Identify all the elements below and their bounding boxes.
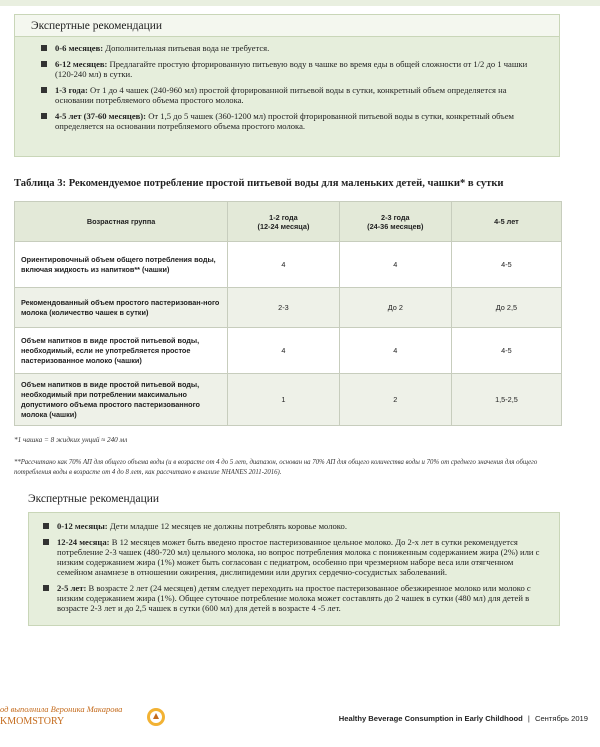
brand-logo-icon [146, 707, 166, 727]
table-cell: 2-3 [228, 288, 340, 328]
col-header-4-5: 4-5 лет [451, 202, 561, 242]
table-cell: 4 [339, 328, 451, 374]
rec-item [41, 111, 545, 131]
bullet-square-icon [41, 87, 47, 93]
rec-item-text: В 12 месяцев может быть введено простое пастеризованное цельное молоко. До 2-х лет в сутки рекомендуется потребление 2-3 чашек (480-720 мл) цельного молока, но вопрос потребления молока с пониженным содержанием жира (2%) или с низким содержанием жира (1%) может быть согласован с педиатром, особенно при чрезмерном наборе веса или отягченном семейном анамнезе в отношении ожирения, дислипидемии или других сердечно-сосудистых заболеваний. [57, 537, 540, 577]
table-row [15, 374, 562, 426]
rec-item-age: 1-3 года: [55, 85, 88, 95]
table-cell: До 2,5 [451, 288, 561, 328]
table-row [15, 288, 562, 328]
expert-recommendations-bottom [14, 488, 560, 649]
bullet-square-icon [43, 523, 49, 529]
footer-doc-title: Healthy Beverage Consumption in Early Childhood [338, 714, 523, 723]
rec-item-text: Предлагайте простую фторированную питьевую воду в чашке во время еды в общей сложности от 1/2 до 1 чашки (120-240 мл) в сутки. [55, 59, 528, 79]
rec-item-age: 12-24 месяца: [57, 537, 110, 547]
footer-separator: | [527, 714, 530, 723]
rec-item-text: От 1 до 4 чашек (240-960 мл) простой фторированной питьевой воды в сутки, конкретный объем определяется на основании потребляемого объема простого молока. [55, 85, 507, 105]
rec-item [43, 521, 549, 531]
table-cell: 1,5-2,5 [451, 374, 561, 426]
rec-header: Экспертные рекомендации [15, 15, 559, 37]
rec-item-text: От 1,5 до 5 чашек (360-1200 мл) простой фторированной питьевой воды в сутки, конкретный объем определяется на основании потребляемого объема простого молока. [55, 111, 514, 131]
table-title: Таблица 3: Рекомендуемое потребление простой питьевой воды для маленьких детей, чашки* в сутки [14, 178, 504, 189]
rec-item [43, 537, 549, 577]
col-header-2-3: 2-3 года (24-36 месяцев) [339, 202, 451, 242]
top-strip [0, 0, 600, 6]
table-cell: 1 [228, 374, 340, 426]
expert-recommendations-top [14, 14, 560, 157]
table-row [15, 328, 562, 374]
water-intake-table [14, 201, 562, 426]
rec-item [43, 583, 549, 613]
row-label: Ориентировочный объем общего потребления воды, включая жидкость из напитков** (чашки) [15, 242, 228, 288]
bullet-square-icon [43, 539, 49, 545]
rec-list [15, 37, 559, 143]
rec-item-text: Дети младше 12 месяцев не должны потреблять коровье молоко. [107, 521, 347, 531]
table-row [15, 242, 562, 288]
rec-item-text: В возрасте 2 лет (24 месяцев) детям следует переходить на простое пастеризованное обезжиренное молоко или молоко с низким содержанием жира (1%). Общее суточное потребление молока может составлять до 2 чашек в сутки (480 мл) для детей в возрасте 2-3 лет и до 2,5 чашек в сутки (600 мл) для детей в возрасте 4 -5 лет. [57, 583, 531, 613]
table-cell: 4 [228, 328, 340, 374]
translator-credit: од выполнила Вероника Макарова [0, 704, 123, 714]
rec-item [41, 43, 545, 53]
table-cell: 4-5 [451, 242, 561, 288]
rec-item-age: 6-12 месяцев: [55, 59, 108, 69]
rec-item [41, 85, 545, 105]
rec-item-age: 2-5 лет: [57, 583, 87, 593]
bullet-square-icon [41, 113, 47, 119]
bullet-square-icon [41, 45, 47, 51]
footer-date: Сентябрь 2019 [534, 714, 588, 723]
footer-doc-info [339, 714, 588, 723]
table-cell: 4 [228, 242, 340, 288]
rec-item [41, 59, 545, 79]
row-label: Объем напитков в виде простой питьевой воды, необходимый, если не употребляется простое пастеризованное молоко (чашки) [15, 328, 228, 374]
col-header-1-2: 1-2 года (12-24 месяца) [228, 202, 340, 242]
rec-item-age: 0-12 месяцы: [57, 521, 108, 531]
table-cell: До 2 [339, 288, 451, 328]
rec-item-age: 4-5 лет (37-60 месяцев): [55, 111, 147, 121]
rec-header: Экспертные рекомендации [14, 488, 560, 509]
table-cell: 4-5 [451, 328, 561, 374]
bullet-square-icon [41, 61, 47, 67]
footnote-calc: **Рассчитано как 70% АП для общего объема воды (и в возрасте от 4 до 5 лет, диапазон, основан на 70% АП для общего количества воды и 70% от среднего значения для общего потребления воды в возрасте от 4 до 8 лет, как рассчитано в анализе NHANES 2011-2016). [14, 459, 538, 476]
rec-item-text: Дополнительная питьевая вода не требуется. [103, 43, 270, 53]
brand-name: KMOMSTORY [0, 716, 65, 727]
rec-item-age: 0-6 месяцев: [55, 43, 104, 53]
table-cell: 4 [339, 242, 451, 288]
rec-list [28, 512, 560, 626]
row-label: Рекомендованный объем простого пастеризован-ного молока (количество чашек в сутки) [15, 288, 228, 328]
row-label: Объем напитков в виде простой питьевой воды, необходимый при потреблении максимально допустимого объема простого пастеризованного молока (чашки) [15, 374, 228, 426]
col-header-age-group: Возрастная группа [15, 202, 228, 242]
table-cell: 2 [339, 374, 451, 426]
footnote-cup: *1 чашка = 8 жидких унций ≈ 240 мл [14, 436, 128, 444]
bullet-square-icon [43, 585, 49, 591]
